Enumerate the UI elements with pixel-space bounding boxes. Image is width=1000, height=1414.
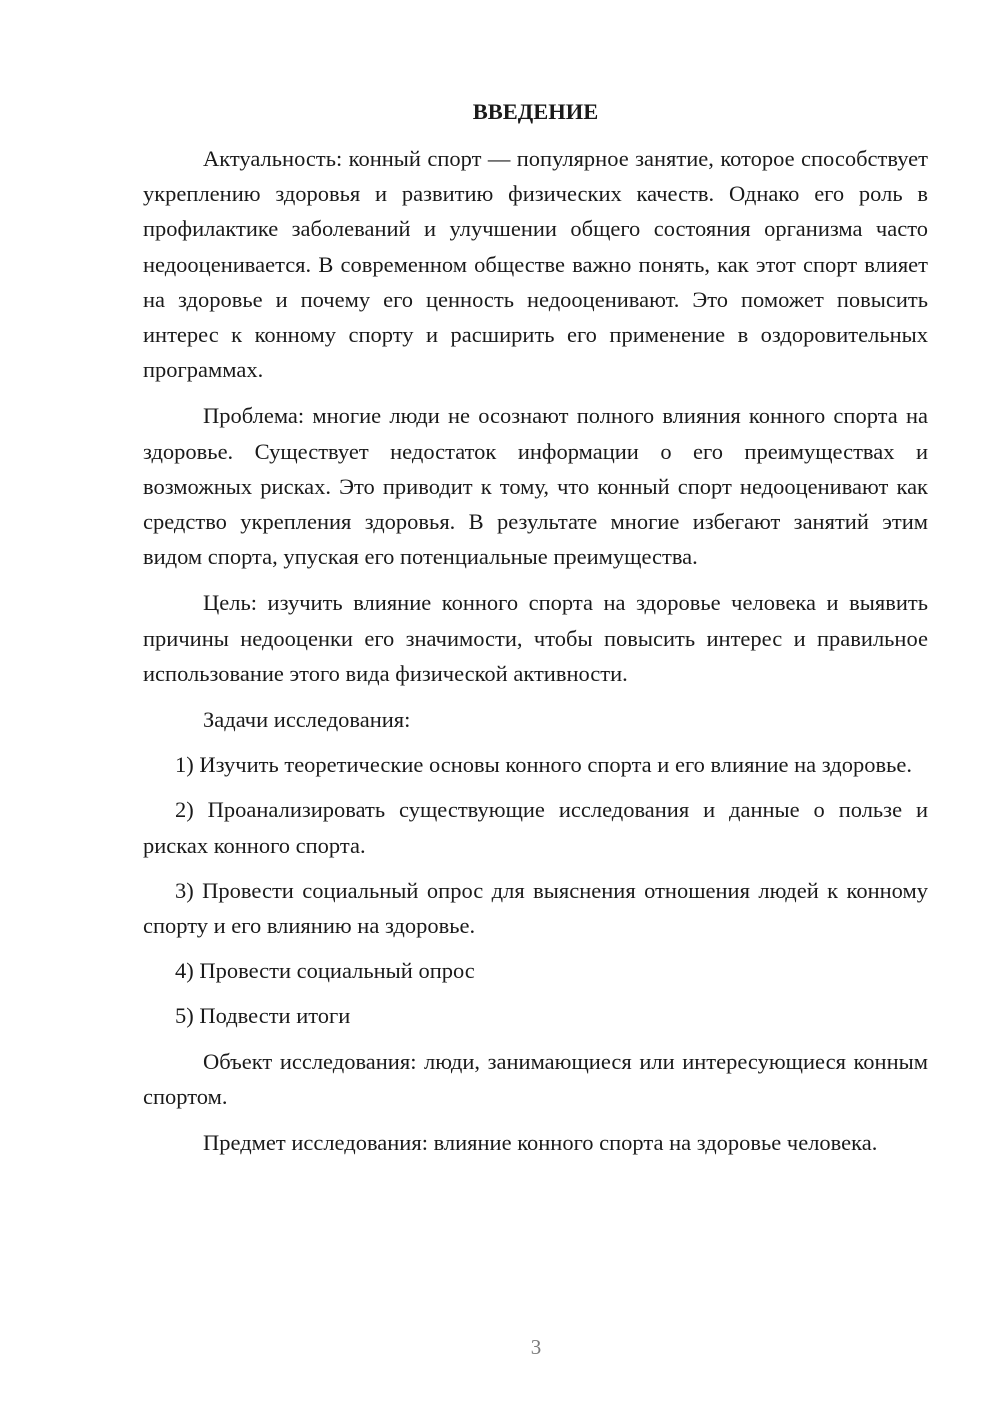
tasks-heading: Задачи исследования: bbox=[203, 707, 411, 733]
page-title: ВВЕДЕНИЕ bbox=[472, 99, 599, 124]
paragraph-object: Объект исследования: люди, занимающиеся или интересующиеся конным спортом. bbox=[143, 1048, 928, 1109]
list-item: 1) Изучить теоретические основы конного спорта и его влияние на здоровье. bbox=[175, 752, 912, 778]
list-item: 4) Провести социальный опрос bbox=[175, 958, 475, 984]
page-number: 3 bbox=[530, 1335, 542, 1359]
document-page bbox=[143, 94, 928, 1160]
paragraph-goal: Цель: изучить влияние конного спорта на здоровье человека и выявить причины недооценки его значимости, чтобы повысить интерес и правильное использование этого вида физической активности. bbox=[143, 590, 928, 686]
paragraph-problem: Проблема: многие люди не осознают полного влияния конного спорта на здоровье. Существует недостаток информации о его преимуществах и возможных рисках. Это приводит к тому, что конный спорт недооценивают как средство укрепления здоровья. В результате многие избегают занятий этим видом спорта, упуская его потенциальные преимущества. bbox=[143, 403, 928, 570]
tasks-list bbox=[143, 747, 928, 1033]
list-item: 3) Провести социальный опрос для выяснения отношения людей к конному спорту и его влиянию на здоровье. bbox=[143, 877, 928, 939]
list-item: 5) Подвести итоги bbox=[175, 1003, 351, 1029]
paragraph-subject: Предмет исследования: влияние конного спорта на здоровье человека. bbox=[203, 1130, 878, 1156]
paragraph-relevance: Актуальность: конный спорт — популярное занятие, которое способствует укреплению здоровья и развитию физических качеств. Однако его роль в профилактике заболеваний и улучшении общего состояния организма часто недооценивается. В современном обществе важно понять, как этот спорт влияет на здоровье и почему его ценность недооценивают. Это поможет повысить интерес к конному спорту и расширить его применение в оздоровительных программах. bbox=[143, 146, 928, 383]
list-item: 2) Проанализировать существующие исследования и данные о пользе и рисках конного спорта. bbox=[143, 797, 928, 858]
